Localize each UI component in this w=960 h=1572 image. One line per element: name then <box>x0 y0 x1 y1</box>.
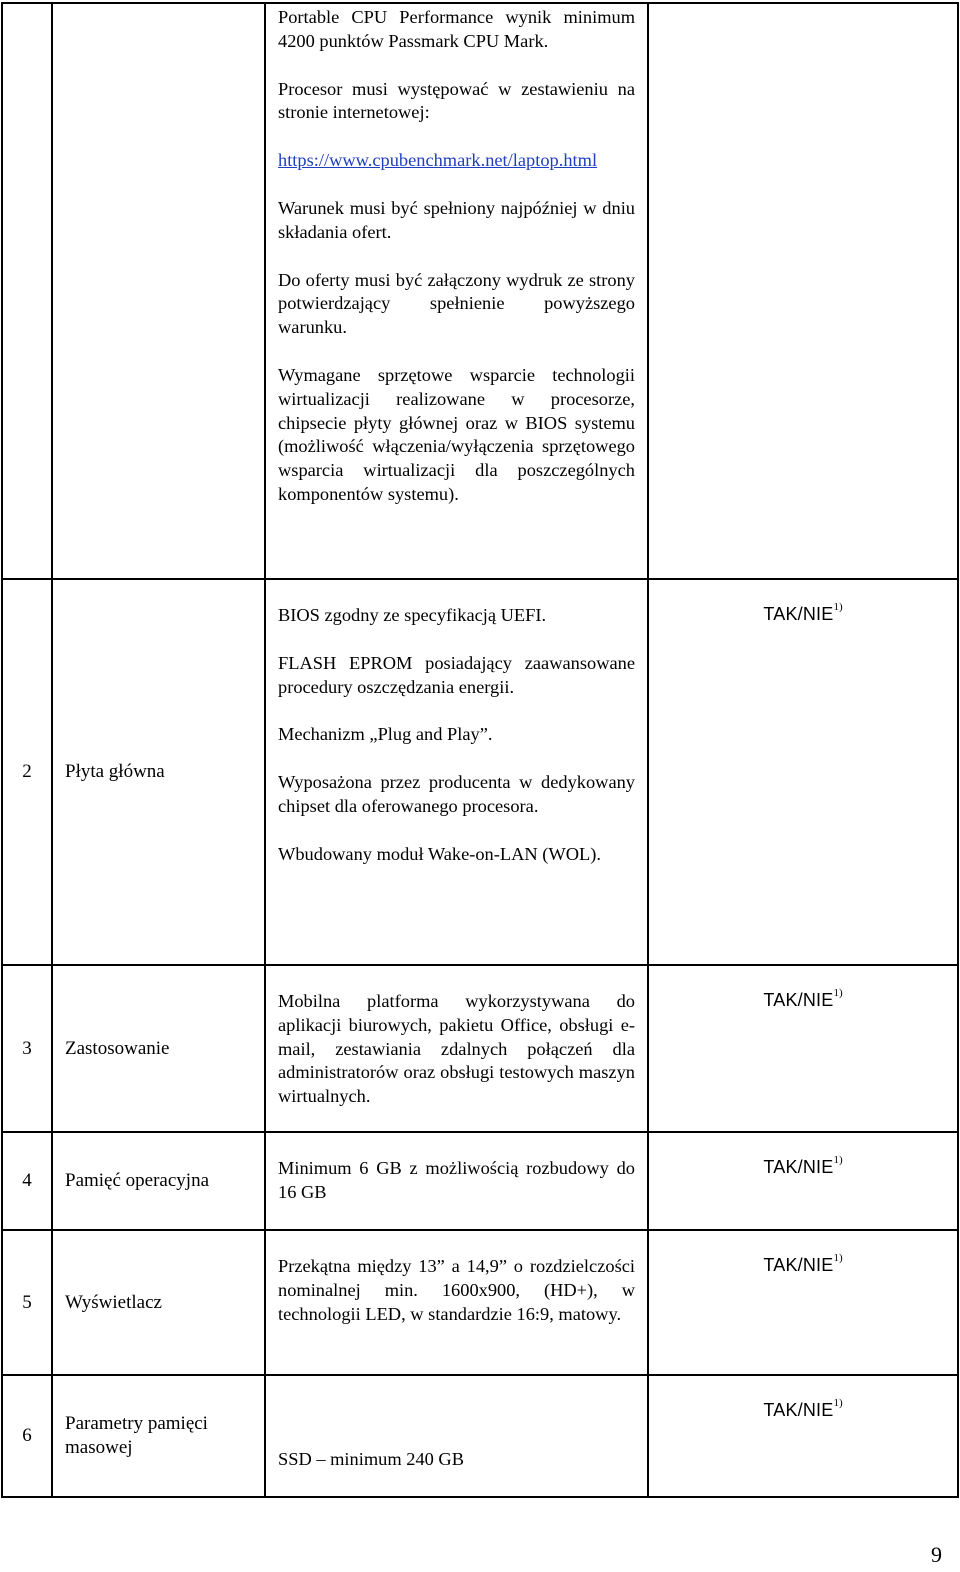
row-answer <box>648 1132 958 1230</box>
row-name: Płyta główna <box>52 579 265 965</box>
description-paragraph: Wbudowany moduł Wake-on-LAN (WOL). <box>278 843 601 864</box>
description-paragraph: Procesor musi występować w zestawieniu na stronie internetowej: <box>278 78 635 123</box>
description-paragraph: Wymagane sprzętowe wsparcie technologii wirtualizacji realizowane w procesorze, chipsecie płyty głównej oraz w BIOS systemu (możliwość włączenia/wyłączenia sprzętowego wsparcia wirtualizacji dla poszczególnych komponentów systemu). <box>278 364 635 504</box>
answer-label: TAK/NIE <box>763 1255 834 1275</box>
table-row <box>2 1375 958 1497</box>
table-row <box>2 3 958 579</box>
table-row <box>2 1230 958 1375</box>
answer-label: TAK/NIE <box>763 990 834 1010</box>
footnote-marker: 1) <box>833 1252 843 1264</box>
row-description <box>265 1375 648 1497</box>
table-row <box>2 965 958 1132</box>
row-name: Pamięć operacyjna <box>52 1132 265 1230</box>
row-number: 3 <box>2 965 52 1132</box>
description-paragraph: Warunek musi być spełniony najpóźniej w dniu składania ofert. <box>278 197 635 242</box>
row-number: 4 <box>2 1132 52 1230</box>
row-number <box>2 3 52 579</box>
row-number: 2 <box>2 579 52 965</box>
row-name: Zastosowanie <box>52 965 265 1132</box>
row-number: 5 <box>2 1230 52 1375</box>
row-answer <box>648 579 958 965</box>
row-description <box>265 1230 648 1375</box>
specification-table <box>1 2 959 1498</box>
row-name <box>52 3 265 579</box>
table-row <box>2 579 958 965</box>
description-paragraph: Portable CPU Performance wynik minimum 4200 punktów Passmark CPU Mark. <box>278 7 635 51</box>
page-number: 9 <box>931 1542 942 1567</box>
row-answer <box>648 1375 958 1497</box>
description-paragraph: Przekątna między 13” a 14,9” o rozdzielczości nominalnej min. 1600x900, (HD+), w technologii LED, w standardzie 16:9, matowy. <box>278 1256 635 1324</box>
row-name: Wyświetlacz <box>52 1230 265 1375</box>
description-paragraph: Do oferty musi być załączony wydruk ze strony potwierdzający spełnienie powyższego warunku. <box>278 269 635 338</box>
description-paragraph: Wyposażona przez producenta w dedykowany chipset dla oferowanego procesora. <box>278 772 635 816</box>
description-paragraph: SSD – minimum 240 GB <box>278 1449 464 1470</box>
cpubenchmark-link[interactable]: https://www.cpubenchmark.net/laptop.html <box>278 150 598 171</box>
description-paragraph: Mechanizm „Plug and Play”. <box>278 724 493 745</box>
description-paragraph: BIOS zgodny ze specyfikacją UEFI. <box>278 605 547 625</box>
row-description <box>265 1132 648 1230</box>
answer-label: TAK/NIE <box>763 1400 834 1420</box>
row-name: Parametry pamięci masowej <box>52 1375 265 1497</box>
description-paragraph: FLASH EPROM posiadający zaawansowane procedury oszczędzania energii. <box>278 652 635 697</box>
footnote-marker: 1) <box>833 1154 843 1166</box>
row-description <box>265 3 648 579</box>
row-answer <box>648 965 958 1132</box>
answer-label: TAK/NIE <box>763 1157 834 1177</box>
footnote-marker: 1) <box>833 601 843 613</box>
footnote-marker: 1) <box>833 1397 843 1409</box>
row-description <box>265 965 648 1132</box>
description-paragraph: Minimum 6 GB z możliwością rozbudowy do 16 GB <box>278 1158 635 1202</box>
row-description <box>265 579 648 965</box>
table-row <box>2 1132 958 1230</box>
row-answer <box>648 1230 958 1375</box>
answer-label: TAK/NIE <box>763 604 834 624</box>
row-number: 6 <box>2 1375 52 1497</box>
row-answer <box>648 3 958 579</box>
footnote-marker: 1) <box>833 987 843 999</box>
description-paragraph: Mobilna platforma wykorzystywana do aplikacji biurowych, pakietu Office, obsługi e-mail, zestawiania zdalnych połączeń dla administratorów oraz obsługi testowych maszyn wirtualnych. <box>278 991 635 1107</box>
